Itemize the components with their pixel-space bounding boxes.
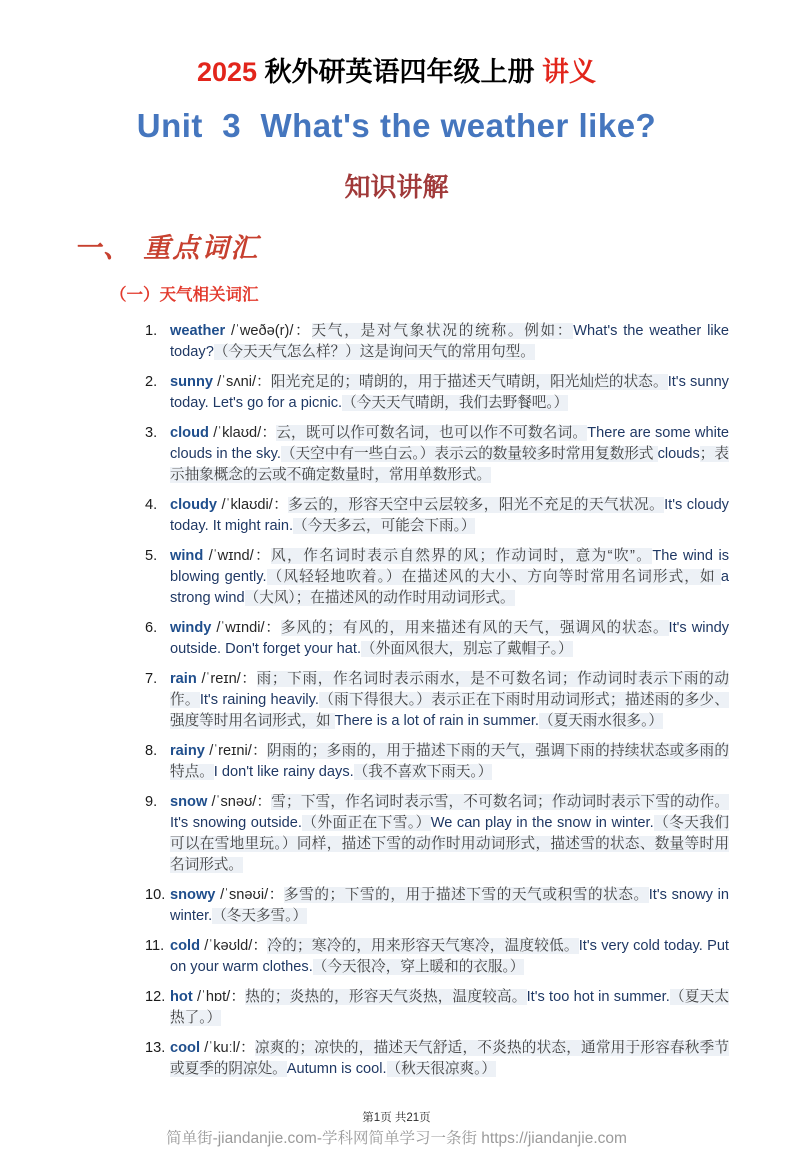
vocab-item xyxy=(145,669,729,732)
vocab-phonetic: /ˈklaʊd/： xyxy=(208,425,277,441)
vocab-example-en: What's the weather like today? xyxy=(170,323,729,360)
vocab-definition-cn: （今天天气晴朗，我们去野餐吧。） xyxy=(342,395,569,411)
heading-weather-words: （一）天气相关词汇 xyxy=(110,286,259,304)
unit-title: Unit 3 What's the weather like? xyxy=(136,107,657,144)
vocab-word: snow xyxy=(170,794,208,810)
vocab-word: cool xyxy=(170,1040,200,1056)
vocab-example-en: It's snowing outside. xyxy=(170,815,302,831)
vocab-list xyxy=(145,321,729,1080)
vocab-definition-cn: （大风）；在描述风的动作时用动词形式。 xyxy=(244,590,515,606)
vocab-item-number: 11. xyxy=(145,938,165,954)
vocab-item-text xyxy=(170,792,729,876)
vocab-example-en: The wind is blowing gently. xyxy=(170,548,730,585)
vocab-item-number: 13. xyxy=(145,1040,166,1056)
vocab-item-text xyxy=(170,618,729,660)
vocab-definition-cn: 云，既可以作可数名词，也可以作不可数名词。 xyxy=(276,425,588,441)
vocab-word: snowy xyxy=(170,887,216,903)
vocab-example-en: clouds xyxy=(657,446,700,462)
vocab-definition-cn: （夏天雨水很多。） xyxy=(538,713,664,729)
vocab-word: rainy xyxy=(170,743,205,759)
vocab-item-text xyxy=(170,423,729,486)
document-title-suffix: 讲义 xyxy=(534,57,597,87)
vocab-example-en: It's snowy in winter. xyxy=(170,887,729,924)
site-watermark: 简单街-jiandanjie.com-学科网简单学习一条街 https://jiandanjie.com xyxy=(166,1130,627,1147)
vocab-item xyxy=(145,741,729,783)
vocab-phonetic: /ˈsʌni/： xyxy=(212,374,271,390)
vocab-phonetic: /ˈwɪnd/： xyxy=(203,548,272,564)
heading-key-vocabulary: 一、 重点词汇 xyxy=(74,233,260,264)
vocab-item xyxy=(145,495,729,537)
vocab-phonetic: /ˈhɒt/： xyxy=(192,989,246,1005)
vocab-item-text xyxy=(170,936,729,978)
vocab-item-text xyxy=(170,741,729,783)
vocab-word: cold xyxy=(170,938,200,954)
vocab-definition-cn: （风轻轻地吹着。）在描述风的大小、方向等时常用名词形式，如 xyxy=(266,569,721,585)
vocab-item-text xyxy=(170,495,729,537)
vocab-item-text xyxy=(170,669,729,732)
vocab-item-number: 9. xyxy=(145,794,158,810)
vocab-definition-cn: （我不喜欢下雨天。） xyxy=(353,764,493,780)
vocab-item-number: 10. xyxy=(145,887,166,903)
vocab-item xyxy=(145,885,729,927)
vocab-definition-cn: （冬天我们可以在雪地里玩。）同样，描述下雪的动作时用动词形式，描述雪的状态、数量等时用名词形式。 xyxy=(170,815,729,873)
vocab-definition-cn: 天气，是对气象状况的统称。例如： xyxy=(311,323,574,339)
vocab-item xyxy=(145,372,729,414)
vocab-word: wind xyxy=(170,548,204,564)
vocab-item xyxy=(145,987,729,1029)
vocab-item xyxy=(145,792,729,876)
vocab-phonetic: /ˈkuːl/： xyxy=(200,1040,256,1056)
vocab-word: windy xyxy=(170,620,212,636)
vocab-example-en: It's cloudy today. It might rain. xyxy=(170,497,729,534)
vocab-word: weather xyxy=(170,323,226,339)
vocab-word: cloud xyxy=(170,425,209,441)
vocab-definition-cn: （外面风很大，别忘了戴帽子。） xyxy=(361,641,573,657)
vocab-item xyxy=(145,618,729,660)
vocab-definition-cn: （夏天太热了。） xyxy=(170,989,729,1026)
vocab-phonetic: /ˈsnəʊi/： xyxy=(215,887,284,903)
document-title xyxy=(0,50,793,89)
vocab-example-en: It's too hot in summer. xyxy=(526,989,670,1005)
knowledge-section-title: 知识讲解 xyxy=(344,173,449,202)
vocab-item-number: 5. xyxy=(145,548,158,564)
vocab-example-en: It's raining heavily. xyxy=(199,692,319,708)
vocab-item-number: 6. xyxy=(145,620,158,636)
vocab-phonetic: /ˈkəʊld/： xyxy=(200,938,268,954)
vocab-definition-cn: 雪；下雪，作名词时表示雪，不可数名词；作动词时表示下雪的动作。 xyxy=(271,794,729,810)
vocab-phonetic: /ˈreɪni/： xyxy=(204,743,267,759)
vocab-phonetic: /ˈwɪndi/： xyxy=(211,620,281,636)
document-title-main: 秋外研英语四年级上册 xyxy=(264,57,535,87)
vocab-item-text xyxy=(170,885,729,927)
vocab-definition-cn: （外面正在下雪。） xyxy=(301,815,431,831)
vocab-definition-cn: （秋天很凉爽。） xyxy=(386,1061,496,1077)
vocab-example-en: I don't like rainy days. xyxy=(213,764,354,780)
vocab-example-en: It's windy outside. Don't forget your hat. xyxy=(170,620,729,657)
vocab-item-text xyxy=(170,987,729,1029)
vocab-definition-cn: 热的；炎热的，形容天气炎热，温度较高。 xyxy=(245,989,527,1005)
vocab-phonetic: /ˈweðə(r)/： xyxy=(225,323,312,339)
document-title-year: 2025 xyxy=(196,57,265,87)
vocab-item-text xyxy=(170,1038,729,1080)
vocab-definition-cn: 凉爽的；凉快的，描述天气舒适，不炎热的状态，通常用于形容春秋季节或夏季的阴凉处。 xyxy=(170,1040,729,1077)
vocab-definition-cn: （今天多云，可能会下雨。） xyxy=(293,518,476,534)
vocab-definition-cn: （雨下得很大。）表示正在下雨时用动词形式；描述雨的多少、强度等时用名词形式，如 xyxy=(170,692,729,729)
vocab-item-text xyxy=(170,546,729,609)
vocab-definition-cn: 风，作名词时表示自然界的风；作动词时，意为“吹”。 xyxy=(271,548,653,564)
vocab-phonetic: /ˈreɪn/： xyxy=(196,671,257,687)
vocab-definition-cn: 多云的，形容天空中云层较多，阳光不充足的天气状况。 xyxy=(288,497,665,513)
vocab-item-text xyxy=(170,321,729,363)
vocab-item xyxy=(145,546,729,609)
vocab-item-number: 2. xyxy=(145,374,158,390)
vocab-example-en: It's sunny today. Let's go for a picnic. xyxy=(170,374,729,411)
vocab-example-en: There are some white clouds in the sky. xyxy=(170,425,729,462)
vocab-item-text xyxy=(170,372,729,414)
vocab-item-number: 3. xyxy=(145,425,158,441)
vocab-definition-cn: 多雪的；下雪的，用于描述下雪的天气或积雪的状态。 xyxy=(283,887,649,903)
page-footer xyxy=(0,1109,793,1148)
vocab-example-en: Autumn is cool. xyxy=(286,1061,387,1077)
vocab-item xyxy=(145,321,729,363)
vocab-word: cloudy xyxy=(170,497,218,513)
vocab-example-en: a strong wind xyxy=(170,569,729,606)
vocab-definition-cn: （今天天气怎么样？）这是询问天气的常用句型。 xyxy=(213,344,535,360)
vocab-phonetic: /ˈsnəʊ/： xyxy=(207,794,272,810)
vocab-item xyxy=(145,936,729,978)
vocab-example-en: We can play in the snow in winter. xyxy=(430,815,654,831)
vocab-definition-cn: 多风的；有风的，用来描述有风的天气，强调风的状态。 xyxy=(280,620,669,636)
vocab-item-number: 4. xyxy=(145,497,158,513)
vocab-item-number: 1. xyxy=(145,323,158,339)
document-page xyxy=(0,50,793,1172)
vocab-definition-cn: 阳光充足的；晴朗的，用于描述天气晴朗，阳光灿烂的状态。 xyxy=(270,374,668,390)
vocab-word: hot xyxy=(170,989,193,1005)
vocab-item-number: 8. xyxy=(145,743,158,759)
vocab-word: rain xyxy=(170,671,197,687)
vocab-definition-cn: （冬天多雪。） xyxy=(212,908,308,924)
vocab-phonetic: /ˈklaʊdi/： xyxy=(217,497,289,513)
vocab-example-en: It's very cold today. Put on your warm clothes. xyxy=(170,938,729,975)
page-number: 第1页 共21页 xyxy=(362,1112,431,1124)
vocab-item xyxy=(145,423,729,486)
vocab-definition-cn: 雨；下雨，作名词时表示雨水，是不可数名词；作动词时表示下雨的动作。 xyxy=(170,671,729,708)
vocab-item-number: 12. xyxy=(145,989,166,1005)
vocab-word: sunny xyxy=(170,374,213,390)
vocab-item xyxy=(145,1038,729,1080)
vocab-item-number: 7. xyxy=(145,671,158,687)
vocab-definition-cn: 冷的；寒冷的，用来形容天气寒冷，温度较低。 xyxy=(267,938,579,954)
vocab-definition-cn: 阴雨的；多雨的，用于描述下雨的天气，强调下雨的持续状态或多雨的特点。 xyxy=(170,743,729,780)
vocab-definition-cn: （今天很冷，穿上暖和的衣服。） xyxy=(312,959,525,975)
vocab-example-en: There is a lot of rain in summer. xyxy=(334,713,539,729)
vocab-definition-cn: （天空中有一些白云。）表示云的数量较多时常用复数形式 xyxy=(280,446,658,462)
vocab-definition-cn: ；表示抽象概念的云或不确定数量时，常用单数形式。 xyxy=(170,446,730,483)
